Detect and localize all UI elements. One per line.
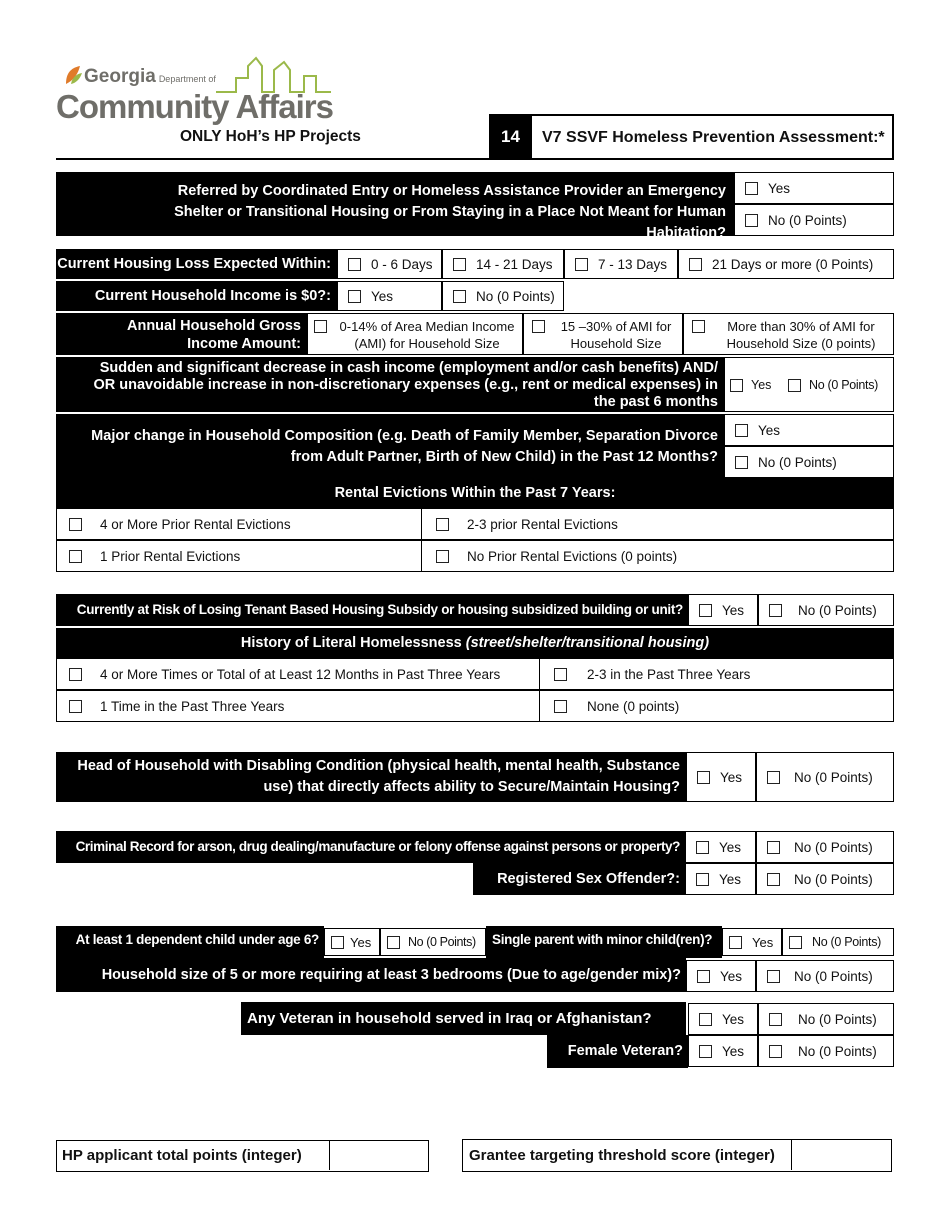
logo-community-affairs: Community Affairs [56,88,333,125]
evictions-option-none[interactable]: No Prior Rental Evictions (0 points) [421,540,894,572]
q-income-decrease-label: Sudden and significant decrease in cash income (employment and/or cash benefits) AND/ OR unavoidable increase in non-discretionary expenses (e.g., rent or medical expenses) in the past 6 months [56,357,724,412]
applicant-total-points-box [56,1140,429,1172]
checkbox[interactable] [769,604,782,617]
child-under6-yes-option[interactable]: Yes [324,928,380,956]
applicant-total-points-input[interactable] [329,1141,427,1170]
logo-georgia-text: Georgia [84,66,156,87]
homelessness-option-4-plus[interactable]: 4 or More Times or Total of at Least 12 Months in Past Three Years [56,658,540,690]
q-single-parent-label: Single parent with minor child(ren)? [486,926,722,958]
checkbox[interactable] [575,258,588,271]
subtitle: ONLY HoH’s HP Projects [180,128,361,145]
housing-loss-option-7-13[interactable]: 7 - 13 Days [564,249,678,279]
annual-income-option-15-30[interactable]: 15 –30% of AMI for Household Size [523,313,683,355]
single-parent-no-option[interactable]: No (0 Points) [782,928,894,956]
household-size-no-option[interactable]: No (0 Points) [756,960,894,992]
checkbox[interactable] [69,700,82,713]
checkbox[interactable] [696,841,709,854]
q-subsidy-risk-label: Currently at Risk of Losing Tenant Based Housing Subsidy or housing subsidized building or unit? [56,594,688,626]
income-decrease-no-option[interactable]: No (0 Points) [788,378,878,392]
single-parent-yes-option[interactable]: Yes [722,928,782,956]
homelessness-option-2-3[interactable]: 2-3 in the Past Three Years [539,658,894,690]
female-veteran-yes-option[interactable]: Yes [688,1035,758,1067]
homelessness-option-none[interactable]: None (0 points) [539,690,894,722]
checkbox[interactable] [769,1013,782,1026]
disabling-no-option[interactable]: No (0 Points) [756,752,894,802]
checkbox[interactable] [554,668,567,681]
checkbox[interactable] [689,258,702,271]
checkbox[interactable] [789,936,802,949]
checkbox[interactable] [436,550,449,563]
q-child-under6-label: At least 1 dependent child under age 6? [56,926,324,958]
logo-department-text: Department of [158,74,216,84]
criminal-yes-option[interactable]: Yes [685,831,756,863]
homelessness-option-1[interactable]: 1 Time in the Past Three Years [56,690,540,722]
checkbox[interactable] [745,214,758,227]
income-zero-yes-option[interactable]: Yes [337,281,442,311]
q-referred-no-option[interactable]: No (0 Points) [734,204,894,236]
household-change-yes-option[interactable]: Yes [724,414,894,446]
threshold-score-box [462,1139,892,1172]
checkbox[interactable] [767,771,780,784]
q-household-change-label: Major change in Household Composition (e.g. Death of Family Member, Separation Divorce from Adult Partner, Birth of New Child) in the Past 12 Months? [56,414,724,478]
checkbox[interactable] [696,873,709,886]
q-household-size-label: Household size of 5 or more requiring at least 3 bedrooms (Due to age/gender mix)? [56,958,686,992]
checkbox[interactable] [767,970,780,983]
checkbox[interactable] [735,424,748,437]
checkbox[interactable] [314,320,327,333]
subsidy-risk-no-option[interactable]: No (0 Points) [758,594,894,626]
subsidy-risk-yes-option[interactable]: Yes [688,594,758,626]
checkbox[interactable] [735,456,748,469]
income-zero-no-option[interactable]: No (0 Points) [442,281,564,311]
checkbox[interactable] [767,873,780,886]
checkbox[interactable] [69,518,82,531]
checkbox[interactable] [348,258,361,271]
checkbox[interactable] [692,320,705,333]
checkbox[interactable] [767,841,780,854]
threshold-score-label: Grantee targeting threshold score (integer) [469,1147,775,1164]
q-referred-yes-option[interactable]: Yes [734,172,894,204]
household-size-yes-option[interactable]: Yes [686,960,756,992]
checkbox[interactable] [699,604,712,617]
q-evictions-header: Rental Evictions Within the Past 7 Years: [56,478,894,508]
q-sex-offender-label: Registered Sex Offender?: [473,863,685,895]
q-female-veteran-label: Female Veteran? [547,1035,688,1068]
q-disabling-label: Head of Household with Disabling Condition (physical health, mental health, Substance use) that directly affects ability to Secure/Maintain Housing? [56,752,686,802]
housing-loss-option-14-21[interactable]: 14 - 21 Days [442,249,564,279]
checkbox[interactable] [697,771,710,784]
annual-income-option-over-30[interactable]: More than 30% of AMI for Household Size (0 points) [683,313,894,355]
checkbox[interactable] [788,379,801,392]
form-number: 14 [489,114,532,160]
threshold-score-input[interactable] [791,1140,890,1170]
q-referred-label: Referred by Coordinated Entry or Homeless Assistance Provider an Emergency Shelter or Transitional Housing or From Staying in a Place Not Meant for Human Habitation? [56,172,734,236]
form-title: V7 SSVF Homeless Prevention Assessment:* [542,129,885,146]
checkbox[interactable] [699,1013,712,1026]
checkbox[interactable] [729,936,742,949]
checkbox[interactable] [453,258,466,271]
evictions-option-1[interactable]: 1 Prior Rental Evictions [56,540,422,572]
annual-income-option-0-14[interactable]: 0-14% of Area Median Income (AMI) for Household Size [307,313,523,355]
checkbox[interactable] [69,550,82,563]
checkbox[interactable] [387,936,400,949]
disabling-yes-option[interactable]: Yes [686,752,756,802]
household-change-no-option[interactable]: No (0 Points) [724,446,894,478]
checkbox[interactable] [699,1045,712,1058]
q-income-zero-label: Current Household Income is $0?: [56,281,337,311]
veteran-iraq-no-option[interactable]: No (0 Points) [758,1003,894,1035]
leaf-icon [62,64,84,86]
checkbox[interactable] [331,936,344,949]
dca-logo [56,52,331,130]
checkbox[interactable] [730,379,743,392]
evictions-option-2-3[interactable]: 2-3 prior Rental Evictions [421,508,894,540]
income-decrease-yes-option[interactable]: Yes [730,378,771,392]
criminal-no-option[interactable]: No (0 Points) [756,831,894,863]
q-criminal-label: Criminal Record for arson, drug dealing/manufacture or felony offense against persons or property? [56,831,685,863]
checkbox[interactable] [69,668,82,681]
sex-offender-no-option[interactable]: No (0 Points) [756,863,894,895]
checkbox[interactable] [554,700,567,713]
header-rule [56,158,489,160]
checkbox[interactable] [532,320,545,333]
sex-offender-yes-option[interactable]: Yes [685,863,756,895]
q-veteran-iraq-label: Any Veteran in household served in Iraq or Afghanistan? [241,1002,686,1035]
child-under6-no-option[interactable]: No (0 Points) [380,928,486,956]
checkbox[interactable] [436,518,449,531]
checkbox[interactable] [697,970,710,983]
q-annual-income-label: Annual Household Gross Income Amount: [56,313,307,355]
evictions-option-4-plus[interactable]: 4 or More Prior Rental Evictions [56,508,422,540]
housing-loss-option-21-plus[interactable]: 21 Days or more (0 Points) [678,249,894,279]
q-income-decrease-options [724,357,894,412]
checkbox[interactable] [453,290,466,303]
checkbox[interactable] [769,1045,782,1058]
checkbox[interactable] [348,290,361,303]
applicant-total-points-label: HP applicant total points (integer) [62,1147,302,1164]
checkbox[interactable] [745,182,758,195]
q-homelessness-header: History of Literal Homelessness (street/shelter/transitional housing) [56,628,894,658]
housing-loss-option-0-6[interactable]: 0 - 6 Days [337,249,442,279]
veteran-iraq-yes-option[interactable]: Yes [688,1003,758,1035]
q-housing-loss-label: Current Housing Loss Expected Within: [56,249,337,279]
form-title-box [532,114,894,160]
female-veteran-no-option[interactable]: No (0 Points) [758,1035,894,1067]
